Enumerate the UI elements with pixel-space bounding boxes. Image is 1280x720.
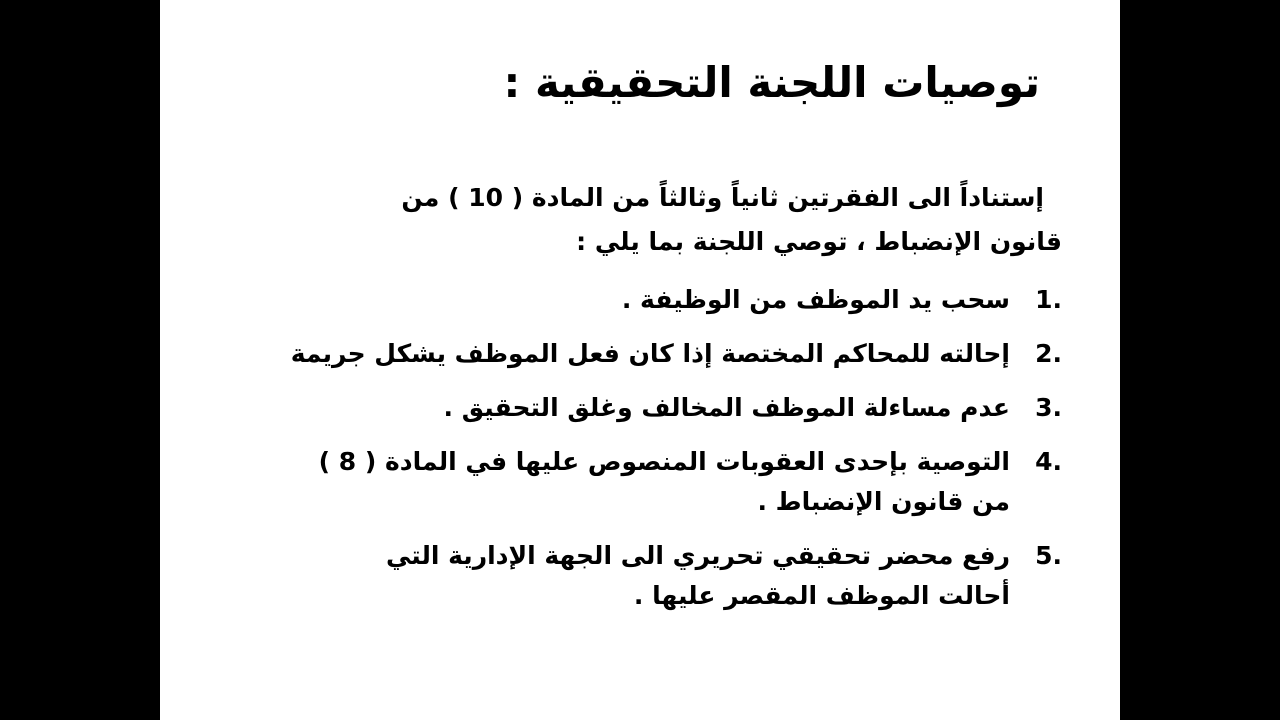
list-item bbox=[292, 442, 1062, 522]
item-text: سحب يد الموظف من الوظيفة . bbox=[621, 285, 1010, 314]
item-number: 5. bbox=[1035, 541, 1062, 570]
recommendations-list bbox=[242, 280, 1062, 630]
list-item bbox=[242, 388, 1062, 428]
slide-title: توصيات اللجنة التحقيقية : bbox=[503, 58, 1040, 107]
item-text: رفع محضر تحقيقي تحريري الى الجهة الإدارية التي أحالت الموظف المقصر عليها . bbox=[385, 541, 1010, 610]
list-item bbox=[242, 334, 1062, 374]
item-number: 1. bbox=[1035, 285, 1062, 314]
item-text: عدم مساءلة الموظف المخالف وغلق التحقيق . bbox=[443, 393, 1010, 422]
item-number: 4. bbox=[1035, 447, 1062, 476]
list-item bbox=[342, 536, 1062, 616]
item-number: 3. bbox=[1035, 393, 1062, 422]
item-text: إحالته للمحاكم المختصة إذا كان فعل الموظف يشكل جريمة bbox=[290, 339, 1010, 368]
list-item bbox=[242, 280, 1062, 320]
intro-paragraph: إستناداً الى الفقرتين ثانياً وثالثاً من المادة ( 10 ) من قانون الإنضباط ، توصي اللجنة بما يلي : bbox=[401, 183, 1062, 256]
slide bbox=[160, 0, 1120, 720]
item-text: التوصية بإحدى العقوبات المنصوص عليها في المادة ( 8 ) من قانون الإنضباط . bbox=[318, 447, 1010, 516]
item-number: 2. bbox=[1035, 339, 1062, 368]
